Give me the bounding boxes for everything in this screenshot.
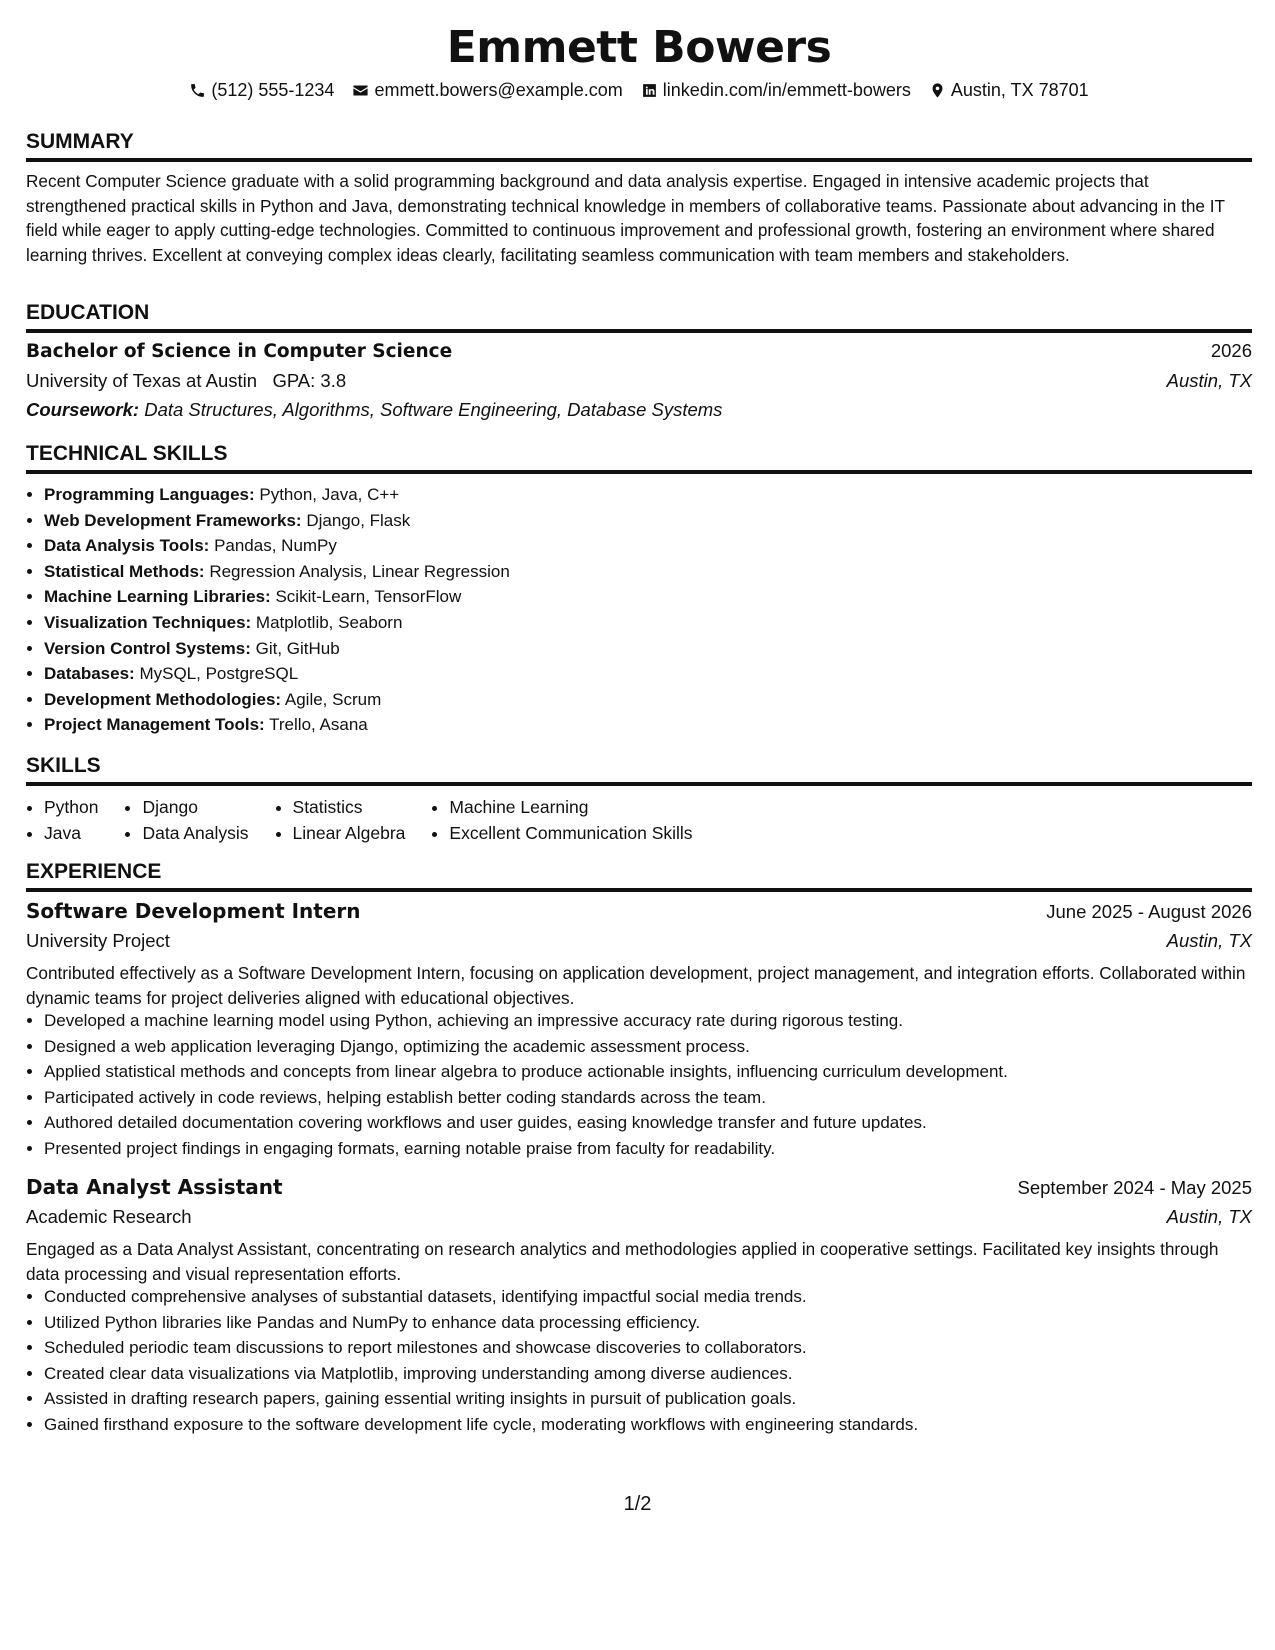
technical-skill-value: Regression Analysis, Linear Regression bbox=[209, 561, 510, 581]
technical-skill-item bbox=[44, 636, 510, 662]
technical-skill-label: Development Methodologies: bbox=[44, 689, 282, 709]
job-2-org-row bbox=[26, 1206, 1252, 1228]
job-1-title-row bbox=[26, 899, 1252, 923]
summary-heading: SUMMARY bbox=[26, 130, 1252, 162]
summary-text: Recent Computer Science graduate with a solid programming background and data analysis expertise. Engaged in intensive academic projects that strengthened practical skills in Python and Java, demonstrating technical knowledge in members of collaborative teams. Passionate about advancing in the IT field while eager to apply cutting-edge technologies. Committed to continuous improvement and professional growth, fostering an environment where shared learning thrives. Excellent at conveying complex ideas clearly, facilitating seamless communication with team members and stakeholders. bbox=[26, 171, 1225, 265]
technical-skill-label: Statistical Methods: bbox=[44, 561, 205, 581]
map-pin-icon bbox=[929, 82, 946, 99]
technical-skills-heading: TECHNICAL SKILLS bbox=[26, 442, 1252, 474]
job-bullet: • Assisted in drafting research papers, gaining essential writing insights in pursuit of publication goals. bbox=[44, 1386, 918, 1412]
job-title: Software Development Intern bbox=[26, 899, 361, 923]
contact-bar bbox=[26, 80, 1252, 101]
technical-skill-label: Machine Learning Libraries: bbox=[44, 587, 271, 607]
school-line bbox=[26, 370, 346, 392]
job-bullet: • Authored detailed documentation covering workflows and user guides, easing knowledge transfer and future updates. bbox=[44, 1110, 1008, 1136]
gpa: GPA: 3.8 bbox=[272, 370, 347, 391]
technical-skill-value: Agile, Scrum bbox=[284, 689, 382, 709]
contact-phone bbox=[189, 80, 334, 101]
job-bullet: • Participated actively in code reviews, helping establish better coding standards across the team. bbox=[44, 1085, 1008, 1111]
contact-linkedin[interactable] bbox=[641, 80, 911, 101]
technical-skill-value: Django, Flask bbox=[306, 510, 411, 530]
job-2-title-row bbox=[26, 1175, 1252, 1199]
job-title: Data Analyst Assistant bbox=[26, 1175, 283, 1199]
job-location: Austin, TX bbox=[1166, 1206, 1252, 1227]
skill-item: • Machine Learning bbox=[449, 794, 692, 820]
technical-skill-item bbox=[44, 508, 510, 534]
job-1-bullets bbox=[26, 1008, 1008, 1162]
job-2-summary: Engaged as a Data Analyst Assistant, concentrating on research analytics and methodologies applied in cooperative settings. Facilitated key insights through data processing and visual representation efforts. bbox=[26, 1239, 1219, 1284]
coursework-list: Data Structures, Algorithms, Software Engineering, Database Systems bbox=[144, 399, 723, 420]
job-bullet: • Conducted comprehensive analyses of substantial datasets, identifying impactful social media trends. bbox=[44, 1284, 918, 1310]
technical-skill-item bbox=[44, 687, 510, 713]
technical-skill-item bbox=[44, 482, 510, 508]
skills-columns bbox=[26, 794, 693, 846]
technical-skill-item bbox=[44, 661, 510, 687]
skill-item: • Excellent Communication Skills bbox=[449, 820, 692, 846]
technical-skill-value: Trello, Asana bbox=[269, 715, 368, 735]
skill-item: • Django bbox=[142, 794, 248, 820]
job-bullet: • Gained firsthand exposure to the software development life cycle, moderating workflows with engineering standards. bbox=[44, 1412, 918, 1438]
job-1-summary: Contributed effectively as a Software Development Intern, focusing on application development, project management, and integration efforts. Collaborated within dynamic teams for project deliveries aligned with educational objectives. bbox=[26, 963, 1246, 1008]
job-2-bullets bbox=[26, 1284, 918, 1438]
job-bullet: • Presented project findings in engaging formats, earning notable praise from faculty for readability. bbox=[44, 1136, 1008, 1162]
job-location: Austin, TX bbox=[1166, 930, 1252, 951]
technical-skill-label: Project Management Tools: bbox=[44, 715, 265, 735]
technical-skill-value: Pandas, NumPy bbox=[214, 536, 337, 556]
coursework-label: Coursework: bbox=[26, 399, 140, 420]
skills-column bbox=[124, 794, 248, 846]
education-degree-row bbox=[26, 340, 1252, 362]
coursework-row bbox=[26, 399, 1252, 421]
job-1-org-row bbox=[26, 930, 1252, 952]
job-org: University Project bbox=[26, 930, 170, 951]
skills-column bbox=[26, 794, 98, 846]
technical-skill-label: Programming Languages: bbox=[44, 485, 255, 504]
technical-skill-label: Visualization Techniques: bbox=[44, 612, 252, 632]
location-text: Austin, TX 78701 bbox=[950, 80, 1089, 100]
linkedin-text[interactable]: linkedin.com/in/emmett-bowers bbox=[662, 80, 911, 100]
education-school-row bbox=[26, 370, 1252, 392]
candidate-name: Emmett Bowers bbox=[446, 22, 832, 73]
school-name: University of Texas at Austin bbox=[26, 370, 258, 391]
job-bullet: • Applied statistical methods and concepts from linear algebra to produce actionable insights, influencing curriculum development. bbox=[44, 1059, 1008, 1085]
coursework-line bbox=[26, 399, 722, 421]
technical-skill-value: Matplotlib, Seaborn bbox=[255, 612, 403, 632]
technical-skill-label: Version Control Systems: bbox=[44, 638, 251, 658]
job-org: Academic Research bbox=[26, 1206, 192, 1227]
skills-heading: SKILLS bbox=[26, 754, 1252, 786]
technical-skill-item bbox=[44, 712, 510, 738]
job-dates: September 2024 - May 2025 bbox=[1017, 1177, 1252, 1198]
page-number: 1/2 bbox=[623, 1493, 652, 1515]
linkedin-icon bbox=[641, 82, 658, 99]
job-bullet: • Designed a web application leveraging Django, optimizing the academic assessment process. bbox=[44, 1034, 1008, 1060]
skills-column bbox=[431, 794, 692, 846]
technical-skill-value: Git, GitHub bbox=[255, 638, 340, 658]
skill-item: • Java bbox=[44, 820, 98, 846]
skill-item: • Python bbox=[44, 794, 98, 820]
job-bullet: • Utilized Python libraries like Pandas and NumPy to enhance data processing efficiency. bbox=[44, 1310, 918, 1336]
job-bullet: • Created clear data visualizations via Matplotlib, improving understanding among diverse audiences. bbox=[44, 1361, 918, 1387]
education-heading: EDUCATION bbox=[26, 301, 1252, 333]
technical-skill-label: Databases: bbox=[44, 664, 135, 684]
technical-skill-item bbox=[44, 533, 510, 559]
phone-text: (512) 555-1234 bbox=[211, 80, 335, 100]
technical-skill-value: MySQL, PostgreSQL bbox=[139, 664, 299, 684]
technical-skill-label: Web Development Frameworks: bbox=[44, 510, 302, 530]
skill-item: • Statistics bbox=[293, 794, 406, 820]
envelope-icon bbox=[352, 82, 369, 99]
technical-skill-item bbox=[44, 610, 510, 636]
school-location: Austin, TX bbox=[1166, 370, 1252, 391]
technical-skill-item bbox=[44, 559, 510, 585]
email-text[interactable]: emmett.bowers@example.com bbox=[374, 80, 623, 100]
phone-icon bbox=[189, 82, 206, 99]
contact-email[interactable] bbox=[352, 80, 622, 101]
technical-skill-value: Scikit-Learn, TensorFlow bbox=[275, 587, 462, 607]
contact-location bbox=[929, 80, 1089, 101]
skill-item: • Data Analysis bbox=[142, 820, 248, 846]
technical-skill-item bbox=[44, 584, 510, 610]
technical-skill-label: Data Analysis Tools: bbox=[44, 536, 210, 556]
job-dates: June 2025 - August 2026 bbox=[1046, 901, 1252, 922]
skill-item: • Linear Algebra bbox=[293, 820, 406, 846]
experience-heading: EXPERIENCE bbox=[26, 860, 1252, 892]
technical-skills-list bbox=[26, 482, 510, 738]
job-bullet: • Scheduled periodic team discussions to report milestones and showcase discoveries to collaborators. bbox=[44, 1335, 918, 1361]
technical-skill-value: Python, Java, C++ bbox=[259, 485, 400, 504]
job-bullet: • Developed a machine learning model using Python, achieving an impressive accuracy rate during rigorous testing. bbox=[44, 1008, 1008, 1034]
skills-column bbox=[275, 794, 406, 846]
degree-year: 2026 bbox=[1210, 340, 1252, 361]
degree-title: Bachelor of Science in Computer Science bbox=[26, 341, 453, 362]
